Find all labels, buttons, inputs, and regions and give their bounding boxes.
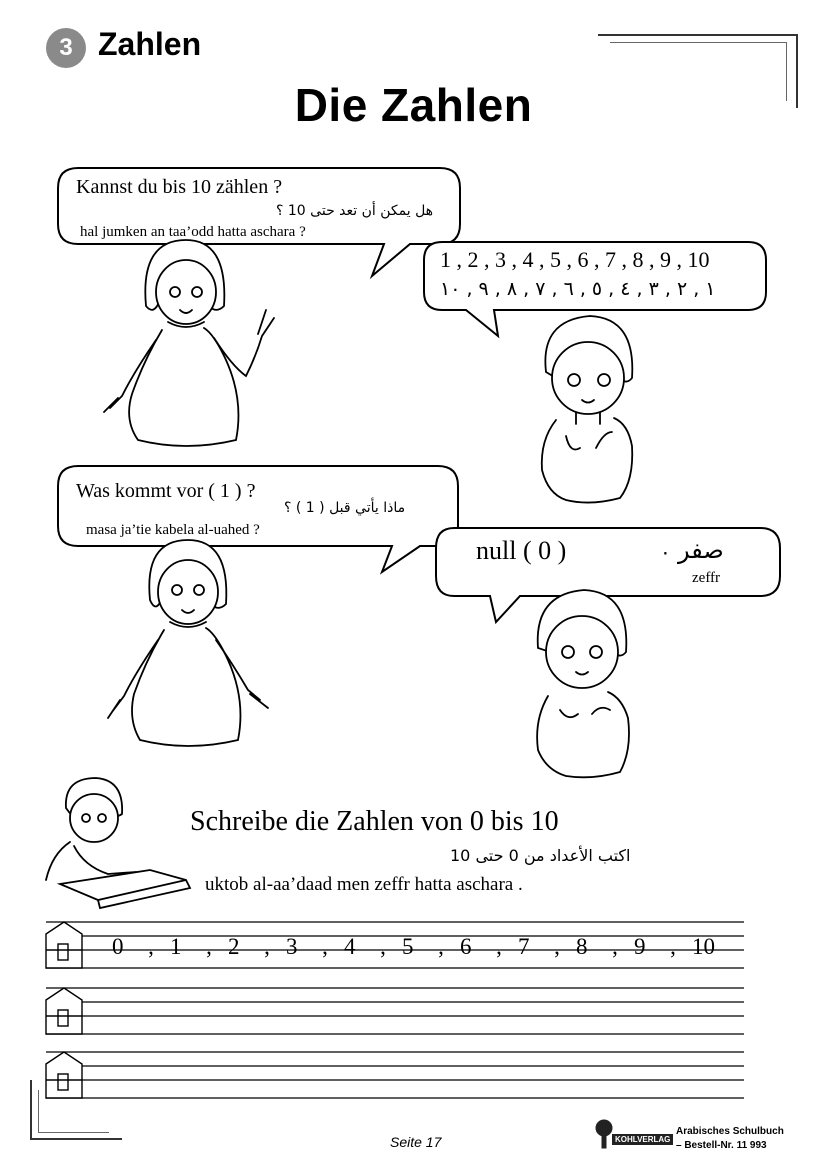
digit: 5 [402, 934, 414, 959]
tree-logo-icon [596, 1120, 612, 1148]
boy-figure-2 [537, 590, 629, 777]
page-title: Die Zahlen [294, 79, 533, 131]
digit: 0 [112, 934, 124, 959]
girl-figure-2 [108, 540, 268, 746]
separator: , [496, 934, 502, 959]
digit: 1 [170, 934, 182, 959]
bubble4-translit: zeffr [692, 570, 721, 586]
separator: , [264, 934, 270, 959]
publication-title: Arabisches Schulbuch [676, 1126, 784, 1137]
separator: , [380, 934, 386, 959]
digit: 3 [286, 934, 298, 959]
digit: 10 [692, 934, 715, 959]
separator: , [148, 934, 154, 959]
separator: , [206, 934, 212, 959]
digit: 6 [460, 934, 472, 959]
order-number: – Bestell-Nr. 11 993 [676, 1140, 767, 1151]
house-icon [46, 922, 82, 968]
bubble3-translit: masa ja’tie kabela al-uahed ? [86, 522, 260, 538]
digit: 7 [518, 934, 530, 959]
bubble4-arabic-word: صفر [678, 536, 724, 564]
bubble2-latin-digits: 1 , 2 , 3 , 4 , 5 , 6 , 7 , 8 , 9 , 10 [440, 247, 710, 272]
exercise-title: Schreibe die Zahlen von 0 bis 10 [190, 806, 559, 837]
exercise-arabic: اكتب الأعداد من 0 حتى 10 [450, 846, 631, 865]
house-icon [46, 988, 82, 1034]
boy-writing-figure [46, 778, 190, 908]
bubble3-arabic: ماذا يأتي قبل ( 1 ) ؟ [284, 500, 406, 516]
section-title: Zahlen [98, 26, 202, 62]
digit: 8 [576, 934, 588, 959]
bubble2-arabic-digits: ١ , ٢ , ٣ , ٤ , ٥ , ٦ , ٧ , ٨ , ٩ , ١٠ [440, 278, 716, 300]
bubble3-german: Was kommt vor ( 1 ) ? [76, 480, 256, 502]
digit: 9 [634, 934, 646, 959]
writing-row-2 [46, 988, 744, 1034]
digit: 4 [344, 934, 356, 959]
bubble4-german: null ( 0 ) [476, 536, 567, 565]
boy-figure-1 [542, 316, 633, 503]
digit: 2 [228, 934, 240, 959]
bubble1-german: Kannst du bis 10 zählen ? [76, 176, 283, 198]
section-number-badge: 3 [46, 28, 86, 68]
separator: , [322, 934, 328, 959]
separator: , [438, 934, 444, 959]
separator: , [612, 934, 618, 959]
example-digit-row [112, 930, 722, 964]
separator: , [554, 934, 560, 959]
writing-row-3 [46, 1052, 744, 1098]
page-number: Seite 17 [390, 1134, 442, 1150]
girl-figure-1 [104, 240, 274, 446]
separator: , [670, 934, 676, 959]
bubble1-translit: hal jumken an taa’odd hatta aschara ? [80, 224, 306, 240]
publisher-brand: KOHLVERLAG [612, 1134, 673, 1145]
exercise-translit: uktob al-aa’daad men zeffr hatta aschara . [205, 874, 523, 895]
bubble1-arabic: هل يمكن أن تعد حتى 10 ؟ [276, 203, 434, 219]
house-icon [46, 1052, 82, 1098]
bubble4-arabic-digit: ٠ [660, 540, 671, 564]
